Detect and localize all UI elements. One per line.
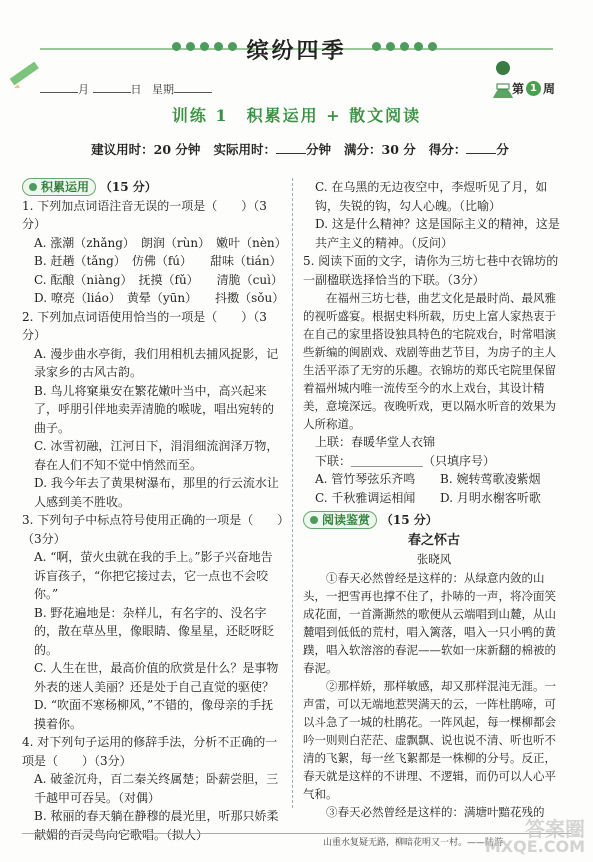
q5-option-b[interactable]: B. 婉转莺歌凌紫烟 bbox=[440, 472, 541, 486]
date-row: 月 日 星期 bbox=[40, 81, 212, 97]
article-paragraph-1: ①春天必然曾经是这样的：从绿意内敛的山头，一把雪再也撑不住了，扑哧的一声，将冷面笑成花面，一首澌澌然的歌便从云端唱到山麓，从山麓唱到低低的荒村，唱入篱落，唱入一只小鸭的黄蹼，唱入软溶溶的春泥——软如一床新翻的棉被的春泥。 bbox=[303, 570, 556, 675]
q1-option-a[interactable]: A. 涨潮（zhǎng） 朗润（rùn） 嫩叶（nèn） bbox=[34, 235, 287, 250]
right-column: C. 在乌黑的无边夜空中，李煜听见了月，如钩，失锐的钩，勾人心魄。（比喻） D. 这是什么精神？这是国际主义的精神，这是共产主义的精神。（反问） 5. 阅读下面的文字，请你为三坊七巷中衣锦坊的一副楹联选择恰当的下联。（3分） 在福州三坊七巷，曲艺文化是最时尚、最风雅的视听盛宴。根据史料所载，历史上富人家热衷于在自己的家里搭设独具特色的宅院戏台，时常唱演些新编的闽剧戏、戏剧等曲艺节目，为房子的主人生活平添了无穷的乐趣。衣锦坊的郑氏宅院里保留着福州城内唯一流传至今的水上戏台，其设计精美，意境深远。夜晚听戏，更以隔水听音的效果为人所称道。 上联：春暖华堂人衣锦 下联：＿＿＿＿＿＿（只填序号） A. 管竹琴弦乐齐鸣 B. 婉转莺歌凌紫烟 C. 千秋雅调运相闻 D. 月明水榭客听歌 阅读鉴赏 （15 分） 春之怀古 张晓风 ①春天必然曾经是这样的：从绿意内敛的山头，一把雪再也撑不住了，扑哧的一声，将冷面笑成花面，一首澌澌然的歌便从云端唱到山麓，从山麓唱到低低的荒村，唱入篱落，唱入一只小鸭的黄蹼，唱入软溶溶的春泥——软如一床新翻的棉被的春泥。 ②那样娇，那样敏感，却又那样混沌无涯。一声雷，可以无端地惹哭满天的云，一阵杜鹃啼，可以斗急了一城的杜鹃花。一阵风起，每一棵柳都会吟一则则白茫茫、虚飘飘、说也说不清、听也听不清的飞絮，每一丝飞絮都是一株柳的分号。反正，春天就是这样的不讲理、不逻辑，而仍可以人心平气和。 ③春天必然曾经是这样的：满塘叶黯花残的 bbox=[303, 178, 565, 821]
q4-option-a[interactable]: A. 破釜沉舟，百二秦关终属楚；卧薪尝胆，三千越甲可吞吴。（对偶） bbox=[34, 772, 279, 805]
column-divider bbox=[292, 178, 293, 808]
section-title: 训练 1 积累运用 + 散文阅读 bbox=[171, 106, 422, 125]
q5-lower-couplet[interactable]: 下联：＿＿＿＿＿＿（只填序号） bbox=[315, 453, 496, 468]
leaf-icon bbox=[310, 516, 318, 524]
part1-tag: 积累运用 bbox=[22, 178, 96, 196]
article-paragraph-2: ②那样娇，那样敏感，却又那样混沌无涯。一声雷，可以无端地惹哭满天的云，一阵杜鹃啼，可以斗急了一城的杜鹃花。一阵风起，每一棵柳都会吟一则则白茫茫、虚飘飘、说也说不清、听也听不清的飞絮，每一丝飞絮都是一株柳的分号。反正，春天就是这样的不讲理、不逻辑，而仍可以人心平气和。 bbox=[303, 678, 556, 801]
q1-option-c[interactable]: C. 酝酿（niàng） 抚摸（fǔ） 清脆（cuì） bbox=[34, 272, 283, 287]
question-2: 2. 下列加点词语使用恰当的一项是（ ）（3分） bbox=[22, 309, 267, 342]
q3-option-b[interactable]: B. 野花遍地是：杂样儿，有名字的、没名字的，散在草丛里，像眼睛、像星星，还眨呀眨的。 bbox=[34, 605, 275, 657]
q5-option-a[interactable]: A. 管竹琴弦乐齐鸣 bbox=[315, 472, 416, 486]
timing-row: 建议用时：20 分钟 实际用时： 分钟 满分：30 分 得分： 分 bbox=[91, 142, 509, 157]
q2-option-c[interactable]: C. 冰雪初融，江河日下，涓涓细流润泽万物，春在人们不知不觉中悄然而至。 bbox=[34, 439, 279, 472]
q3-option-c[interactable]: C. 人生在世，最高价值的欣赏是什么？是事物外表的迷人美丽？还是处于自己直觉的驱使？ bbox=[34, 661, 279, 694]
q4-option-c[interactable]: C. 在乌黑的无边夜空中，李煜听见了月，如钩，失锐的钩，勾人心魄。（比喻） bbox=[315, 180, 548, 213]
article-author: 张晓风 bbox=[416, 552, 452, 566]
article-paragraph-3: ③春天必然曾经是这样的：满塘叶黯花残的 bbox=[326, 804, 545, 819]
q4-option-b[interactable]: B. 秾丽的春天躺在静穆的晨光里，听那只娇柔献媚的百灵鸟向它歌唱。（拟人） bbox=[34, 809, 279, 842]
q4-option-d[interactable]: D. 这是什么精神？这是国际主义的精神，这是共产主义的精神。（反问） bbox=[315, 217, 560, 250]
part2-tag: 阅读鉴赏 bbox=[303, 511, 377, 529]
week-number: 1 bbox=[526, 81, 541, 96]
watermark: 答案圈 MXQE.COM bbox=[484, 817, 585, 856]
question-1: 1. 下列加点词语注音无误的一项是（ ）（3分） bbox=[22, 198, 267, 231]
q2-option-a[interactable]: A. 漫步曲水亭街，我们用相机去捕风捉影，记录家乡的古风古韵。 bbox=[34, 346, 279, 379]
q5-option-c[interactable]: C. 千秋雅调运相闻 bbox=[315, 490, 416, 505]
score-blank[interactable] bbox=[466, 141, 496, 154]
q2-option-d[interactable]: D. 我今年去了黄果树瀑布，那里的行云流水让人感到美不胜收。 bbox=[34, 476, 279, 509]
article-title: 春之怀古 bbox=[407, 532, 460, 548]
week-badge: 第 1 周 bbox=[511, 82, 555, 96]
footer-motto: 山重水复疑无路，柳暗花明又一村。——陆游 bbox=[322, 838, 503, 848]
q1-option-d[interactable]: D. 嘹亮（liáo） 黄晕（yūn） 抖擞（sǒu） bbox=[34, 291, 285, 305]
leaf-icon bbox=[29, 183, 37, 191]
actual-time-blank[interactable] bbox=[276, 141, 306, 154]
question-5: 5. 阅读下面的文字，请你为三坊七巷中衣锦坊的一副楹联选择恰当的下联。（3分） bbox=[303, 254, 559, 287]
q5-upper-couplet: 上联：春暖华堂人衣锦 bbox=[315, 435, 436, 449]
question-3: 3. 下列句子中标点符号使用正确的一项是（ ）（3分） bbox=[22, 513, 284, 546]
q5-option-d[interactable]: D. 月明水榭客听歌 bbox=[440, 490, 541, 505]
q5-passage: 在福州三坊七巷，曲艺文化是最时尚、最风雅的视听盛宴。根据史料所载，历史上富人家热衷于在自己的家里搭设独具特色的宅院戏台，时常唱演些新编的闽剧戏、戏剧等曲艺节目，为房子的主人生活平添了无穷的乐趣。衣锦坊的郑氏宅院里保留着福州城内唯一流传至今的水上戏台，其设计精美，意境深远。夜晚听戏，更以隔水听音的效果为人所称道。 bbox=[303, 291, 556, 431]
q1-option-b[interactable]: B. 赶趟（tǎng） 仿佛（fú） 甜味（tián） bbox=[34, 254, 282, 268]
q3-option-a[interactable]: A. “啊，萤火虫就在我的手上。”影子兴奋地告诉盲孩子，“你把它接过去，它一点也不会咬你。” bbox=[34, 550, 273, 601]
q2-option-b[interactable]: B. 鸟儿将窠巢安在繁花嫩叶当中，高兴起来了，呼朋引伴地卖弄清脆的喉咙，唱出宛转的曲子。 bbox=[34, 383, 275, 435]
q3-option-d[interactable]: D. “吹面不寒杨柳风，”不错的，像母亲的手抚摸着你。 bbox=[34, 698, 274, 731]
question-4: 4. 对下列句子运用的修辞手法，分析不正确的一项是（ ）（3分） bbox=[22, 735, 278, 768]
page-title: 缤纷四季 bbox=[246, 39, 347, 64]
left-column: 积累运用 （15 分） 1. 下列加点词语注音无误的一项是（ ）（3分） A. 涨潮（zhǎng） 朗润（rùn） 嫩叶（nèn） B. 赶趟（tǎng） 仿佛（fú） 甜味（tián） C. 酝酿（niàng） 抚摸（fǔ） 清脆（cuì） D. 嘹亮（liáo） 黄晕（yūn） 抖擞（sǒu） 2. 下列加点词语使用恰当的一项是（ ）（3分） A. 漫步曲水亭街，我们用相机去捕风捉影，记录家乡的古风古韵。 B. 鸟儿将窠巢安在繁花嫩叶当中，高兴起来了，呼朋引伴地卖弄清脆的喉咙，唱出宛转的曲子。 C. 冰雪初融，江河日下，涓涓细流润泽万物，春在人们不知不觉中悄然而至。 D. 我今年去了黄果树瀑布，那里的行云流水让人感到美不胜收。 3. 下列句子中标点符号使用正确的一项是（ ）（3分） A. “啊，萤火虫就在我的手上。”影子兴奋地告诉盲孩子，“你把它接过去，它一点也不会咬你。” B. 野花遍地是：杂样儿，有名字的、没名字的，散在草丛里，像眼睛、像星星，还眨呀眨的。 C. 人生在世，最高价值的欣赏是什么？是事物外表的迷人美丽？还是处于自己直觉的驱使？ D. “吹面不寒杨柳风，”不错的，像母亲的手抚摸着你。 4. 对下列句子运用的修辞手法，分析不正确的一项是（ ）（3分） A. 破釜沉舟，百二秦关终属楚；卧薪尝胆，三千越甲可吞吴。（对偶） B. 秾丽的春天躺在静穆的晨光里，听那只娇柔献媚的百灵鸟向它歌唱。（拟人） bbox=[22, 178, 284, 844]
